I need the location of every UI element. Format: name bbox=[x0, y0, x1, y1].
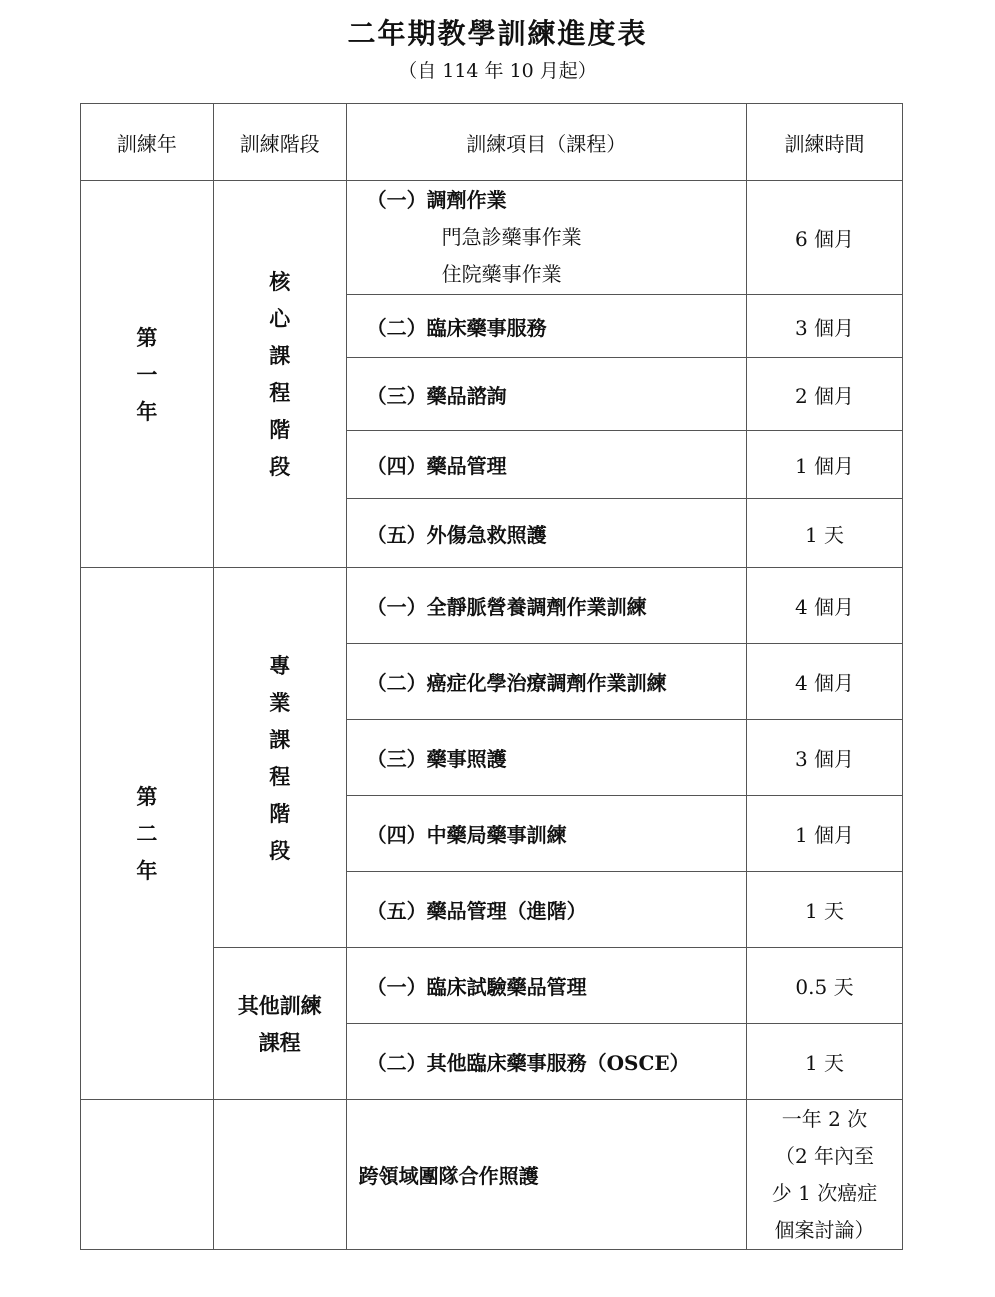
empty-cell-stage bbox=[213, 1100, 346, 1250]
year2-other-item-2-duration: 1 天 bbox=[747, 1024, 903, 1100]
table-row bbox=[81, 568, 903, 644]
year1-item-4-duration: 1 個月 bbox=[747, 431, 903, 499]
year2-stage: 專 業 課 程 階 段 bbox=[213, 568, 346, 948]
interdisciplinary-item: 跨領域團隊合作照護 bbox=[346, 1100, 746, 1250]
year2-item-1: （一）全靜脈營養調劑作業訓練 bbox=[346, 568, 746, 644]
year1-item-1-sub-2: 住院藥事作業 bbox=[441, 262, 562, 286]
year2-item-3: （三）藥事照護 bbox=[346, 720, 746, 796]
table-header-row bbox=[81, 104, 903, 181]
year2-item-5: （五）藥品管理（進階） bbox=[346, 872, 746, 948]
year1-item-5-duration: 1 天 bbox=[747, 499, 903, 568]
year2-item-5-duration: 1 天 bbox=[747, 872, 903, 948]
year1-label: 第 一 年 bbox=[81, 181, 214, 568]
page-subtitle: （自 114 年 10 月起） bbox=[398, 60, 597, 82]
year1-item-3-duration: 2 個月 bbox=[747, 358, 903, 431]
year1-stage: 核 心 課 程 階 段 bbox=[213, 181, 346, 568]
year2-other-item-1: （一）臨床試驗藥品管理 bbox=[346, 948, 746, 1024]
year2-item-2-duration: 4 個月 bbox=[747, 644, 903, 720]
year2-other-item-2: （二）其他臨床藥事服務（OSCE） bbox=[346, 1024, 746, 1100]
year2-other-item-1-duration: 0.5 天 bbox=[747, 948, 903, 1024]
empty-cell-year bbox=[81, 1100, 214, 1250]
year1-item-4: （四）藥品管理 bbox=[346, 431, 746, 499]
header-stage: 訓練階段 bbox=[213, 104, 346, 181]
table-row bbox=[81, 181, 903, 295]
year2-item-2: （二）癌症化學治療調劑作業訓練 bbox=[346, 644, 746, 720]
year2-item-4: （四）中藥局藥事訓練 bbox=[346, 796, 746, 872]
page-title: 二年期教學訓練進度表 bbox=[347, 17, 648, 50]
year1-item-1-duration: 6 個月 bbox=[747, 181, 903, 295]
year1-item-1-sub-1: 門急診藥事作業 bbox=[441, 225, 582, 249]
year1-item-5: （五）外傷急救照護 bbox=[346, 499, 746, 568]
year2-label: 第 二 年 bbox=[81, 568, 214, 1100]
interdisciplinary-duration: 一年 2 次 （2 年內至 少 1 次癌症 個案討論） bbox=[747, 1100, 903, 1250]
year2-other-stage: 其他訓練 課程 bbox=[213, 948, 346, 1100]
year1-item-3: （三）藥品諮詢 bbox=[346, 358, 746, 431]
year1-item-1: （一）調劑作業 門急診藥事作業 住院藥事作業 bbox=[346, 181, 746, 295]
table-row bbox=[81, 1100, 903, 1250]
year2-item-4-duration: 1 個月 bbox=[747, 796, 903, 872]
training-schedule-table bbox=[80, 103, 903, 1250]
header-year: 訓練年 bbox=[81, 104, 214, 181]
header-duration: 訓練時間 bbox=[747, 104, 903, 181]
year1-item-2: （二）臨床藥事服務 bbox=[346, 295, 746, 358]
year2-item-3-duration: 3 個月 bbox=[747, 720, 903, 796]
year1-item-2-duration: 3 個月 bbox=[747, 295, 903, 358]
year2-item-1-duration: 4 個月 bbox=[747, 568, 903, 644]
header-item: 訓練項目（課程） bbox=[346, 104, 746, 181]
